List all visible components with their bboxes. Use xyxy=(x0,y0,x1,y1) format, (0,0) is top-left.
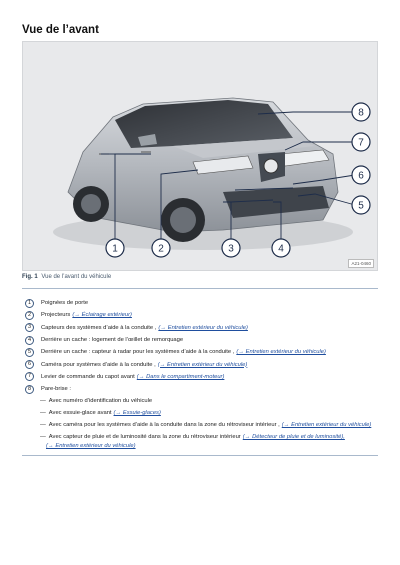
legend-number: 5 xyxy=(25,348,34,357)
callout-label: 4 xyxy=(278,243,284,255)
page-title: Vue de l’avant xyxy=(22,24,99,36)
sub-item-text: Avec capteur de pluie et de luminosité dans la zone du rétroviseur intérieur xyxy=(48,434,241,441)
callout-label: 6 xyxy=(358,170,364,182)
cross-reference-link[interactable]: (→ Entretien extérieur du véhicule) xyxy=(236,349,326,356)
divider-top xyxy=(22,288,378,289)
legend-number: 3 xyxy=(25,323,34,332)
callout-label: 3 xyxy=(228,243,234,255)
legend-number: 1 xyxy=(25,299,34,308)
callout-8 xyxy=(352,103,370,121)
callout-2 xyxy=(152,239,170,257)
figure-code: A21-0460 xyxy=(348,259,374,268)
cross-reference-link[interactable]: (→ Détecteur de pluie et de luminosité), xyxy=(242,434,345,441)
dash-bullet: — xyxy=(40,422,46,429)
legend-item-8 xyxy=(25,383,377,395)
windshield-sub-item xyxy=(25,395,377,407)
legend-item-7 xyxy=(25,371,377,383)
legend-text: Caméra pour systèmes d’aide à la conduite , xyxy=(41,361,156,368)
cross-reference-link[interactable]: (→ Entretien extérieur du véhicule) xyxy=(281,422,372,429)
legend-number: 2 xyxy=(25,311,34,320)
sub-item-continuation xyxy=(25,441,377,451)
dash-bullet: — xyxy=(40,434,46,441)
divider-bottom xyxy=(22,455,378,456)
callout-1 xyxy=(106,239,124,257)
legend-text: Poignées de porte xyxy=(41,300,89,307)
callout-5 xyxy=(352,196,370,214)
cross-reference-link[interactable]: (→ Entretien extérieur du véhicule) xyxy=(158,324,248,331)
windshield-sub-item xyxy=(25,419,377,431)
callout-3 xyxy=(222,239,240,257)
dash-bullet: — xyxy=(40,398,46,405)
callout-4 xyxy=(272,239,290,257)
callout-label: 1 xyxy=(112,243,118,255)
legend-number: 6 xyxy=(25,360,34,369)
legend-item-2 xyxy=(25,309,377,321)
legend-text: Levier de commande du capot avant xyxy=(41,373,135,380)
legend-text: Capteurs des systèmes d’aide à la conduite , xyxy=(41,324,157,331)
legend-number: 7 xyxy=(25,372,34,381)
callout-6 xyxy=(352,166,370,184)
cross-reference-link[interactable]: (→ Essuie-glaces) xyxy=(113,410,161,417)
sub-item-text: Avec numéro d’identification du véhicule xyxy=(48,398,153,405)
legend-item-5 xyxy=(25,346,377,358)
vehicle-front-figure xyxy=(22,41,378,271)
figure-caption-text: Vue de l’avant du véhicule xyxy=(41,274,112,280)
callout-label: 5 xyxy=(358,200,364,212)
cross-reference-link[interactable]: (→ Entretien extérieur du véhicule) xyxy=(46,443,136,450)
callout-label: 2 xyxy=(158,243,164,255)
legend-list xyxy=(25,297,377,451)
legend-text: Pare-brise : xyxy=(41,386,71,393)
figure-number: Fig. 1 xyxy=(22,274,38,280)
legend-text: Derrière un cache : capteur à radar pour les systèmes d’aide à la conduite , xyxy=(41,349,235,356)
callout-layer xyxy=(23,42,378,271)
legend-text: Projecteurs xyxy=(41,312,71,319)
legend-number: 8 xyxy=(25,385,34,394)
sub-item-text: Avec caméra pour les systèmes d’aide à la conduite dans la zone du rétroviseur intérieur , xyxy=(48,422,280,429)
figure-caption xyxy=(22,274,111,280)
cross-reference-link[interactable]: (→ Dans le compartiment-moteur) xyxy=(136,373,225,380)
legend-number: 4 xyxy=(25,336,34,345)
sub-item-text: Avec essuie-glace avant xyxy=(48,410,112,417)
legend-text: Derrière un cache : logement de l’œillet de remorquage xyxy=(41,337,184,344)
callout-label: 7 xyxy=(358,137,364,149)
legend-item-4 xyxy=(25,334,377,346)
legend-item-6 xyxy=(25,358,377,370)
windshield-sub-item xyxy=(25,407,377,419)
dash-bullet: — xyxy=(40,410,46,417)
callout-label: 8 xyxy=(358,107,364,119)
cross-reference-link[interactable]: (→ Éclairage extérieur) xyxy=(72,312,132,319)
legend-item-3 xyxy=(25,322,377,334)
legend-item-1 xyxy=(25,297,377,309)
cross-reference-link[interactable]: (→ Entretien extérieur du véhicule) xyxy=(157,361,248,368)
callout-7 xyxy=(352,133,370,151)
